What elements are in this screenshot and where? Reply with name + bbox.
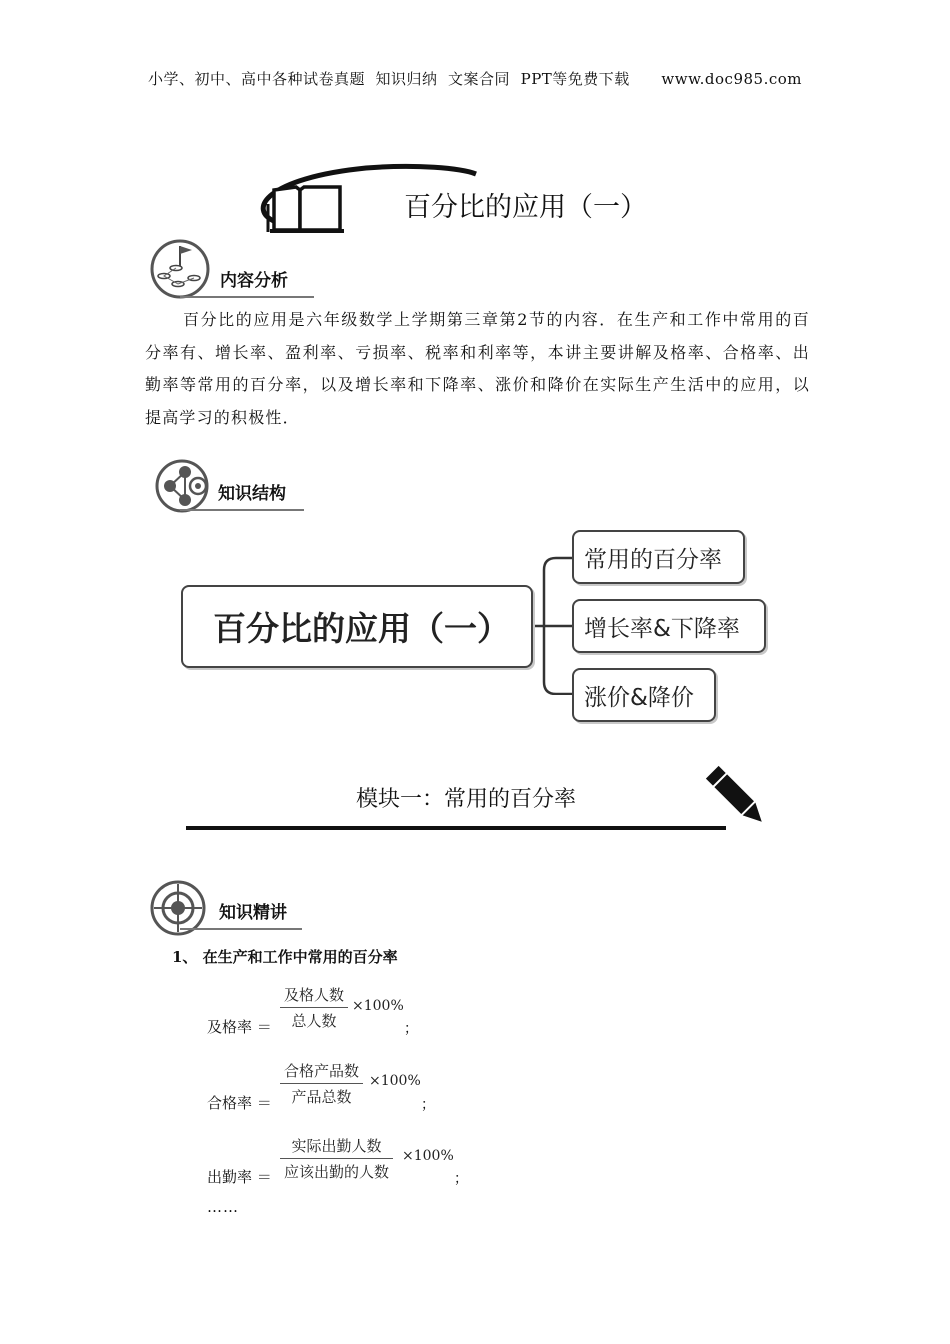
- fraction-bar: [280, 1007, 348, 1008]
- fraction-bar: [280, 1158, 393, 1159]
- section-knowledge-detail: 知识精讲: [219, 903, 287, 923]
- section-underline: [180, 928, 302, 930]
- header-text: 小学、初中、高中各种试卷真题 知识归纳 文案合同 PPT等免费下载: [147, 70, 630, 88]
- formula-label: 合格率 ＝: [207, 1094, 272, 1112]
- formula-denominator: 产品总数: [291, 1088, 352, 1106]
- formula-fraction: [280, 1060, 363, 1107]
- mindmap-node-price-change: 涨价&降价: [572, 668, 716, 722]
- formula-multiplier: ×100%: [369, 1073, 421, 1089]
- formula-end: ；: [404, 1021, 418, 1037]
- section-underline: [180, 509, 304, 511]
- page-title: 百分比的应用（一）: [404, 192, 647, 223]
- mindmap-node-growth-decline: 增长率&下降率: [572, 599, 766, 653]
- formula-multiplier: ×100%: [402, 1148, 454, 1164]
- formula-fraction: [280, 1135, 393, 1182]
- formula-denominator: 应该出勤的人数: [284, 1163, 390, 1181]
- page-header: [0, 68, 950, 89]
- section-knowledge-structure: 知识结构: [218, 484, 286, 504]
- network-icon: [155, 458, 217, 514]
- formula-end: ；: [421, 1097, 435, 1113]
- pencil-icon: [700, 760, 774, 834]
- mindmap-root: 百分比的应用（一）: [181, 585, 533, 668]
- formula-end: ；: [454, 1171, 468, 1187]
- formula-numerator: 实际出勤人数: [291, 1137, 382, 1155]
- module-title: 模块一：常用的百分率: [356, 787, 577, 812]
- mindmap-connectors: [530, 555, 578, 695]
- formula-denominator: 总人数: [291, 1012, 337, 1030]
- fraction-bar: [280, 1083, 363, 1084]
- ellipsis: ……: [207, 1198, 239, 1216]
- intro-paragraph: 百分比的应用是六年级数学上学期第三章第2节的内容．在生产和工作中常用的百分率有、增长率、盈利率、亏损率、税率和利率等，本讲主要讲解及格率、合格率、出勤率等常用的百分率，以及增长率和下降率、涨价和降价在实际生产生活中的应用，以提高学习的积极性．: [145, 310, 810, 427]
- formula-fraction: [280, 984, 348, 1031]
- module-underline: [186, 826, 726, 830]
- header-site: www.doc985.com: [661, 70, 802, 88]
- formula-multiplier: ×100%: [352, 998, 404, 1014]
- formula-numerator: 合格产品数: [284, 1062, 360, 1080]
- formula-label: 出勤率 ＝: [207, 1168, 272, 1186]
- formula-label: 及格率 ＝: [207, 1018, 272, 1036]
- target-flag-icon: [150, 238, 212, 300]
- mindmap-node-common-rate: 常用的百分率: [572, 530, 745, 584]
- section-content-analysis: 内容分析: [220, 271, 288, 291]
- section-underline: [180, 296, 314, 298]
- formula-numerator: 及格人数: [284, 986, 345, 1004]
- subheading: 1、 在生产和工作中常用的百分率: [172, 948, 398, 966]
